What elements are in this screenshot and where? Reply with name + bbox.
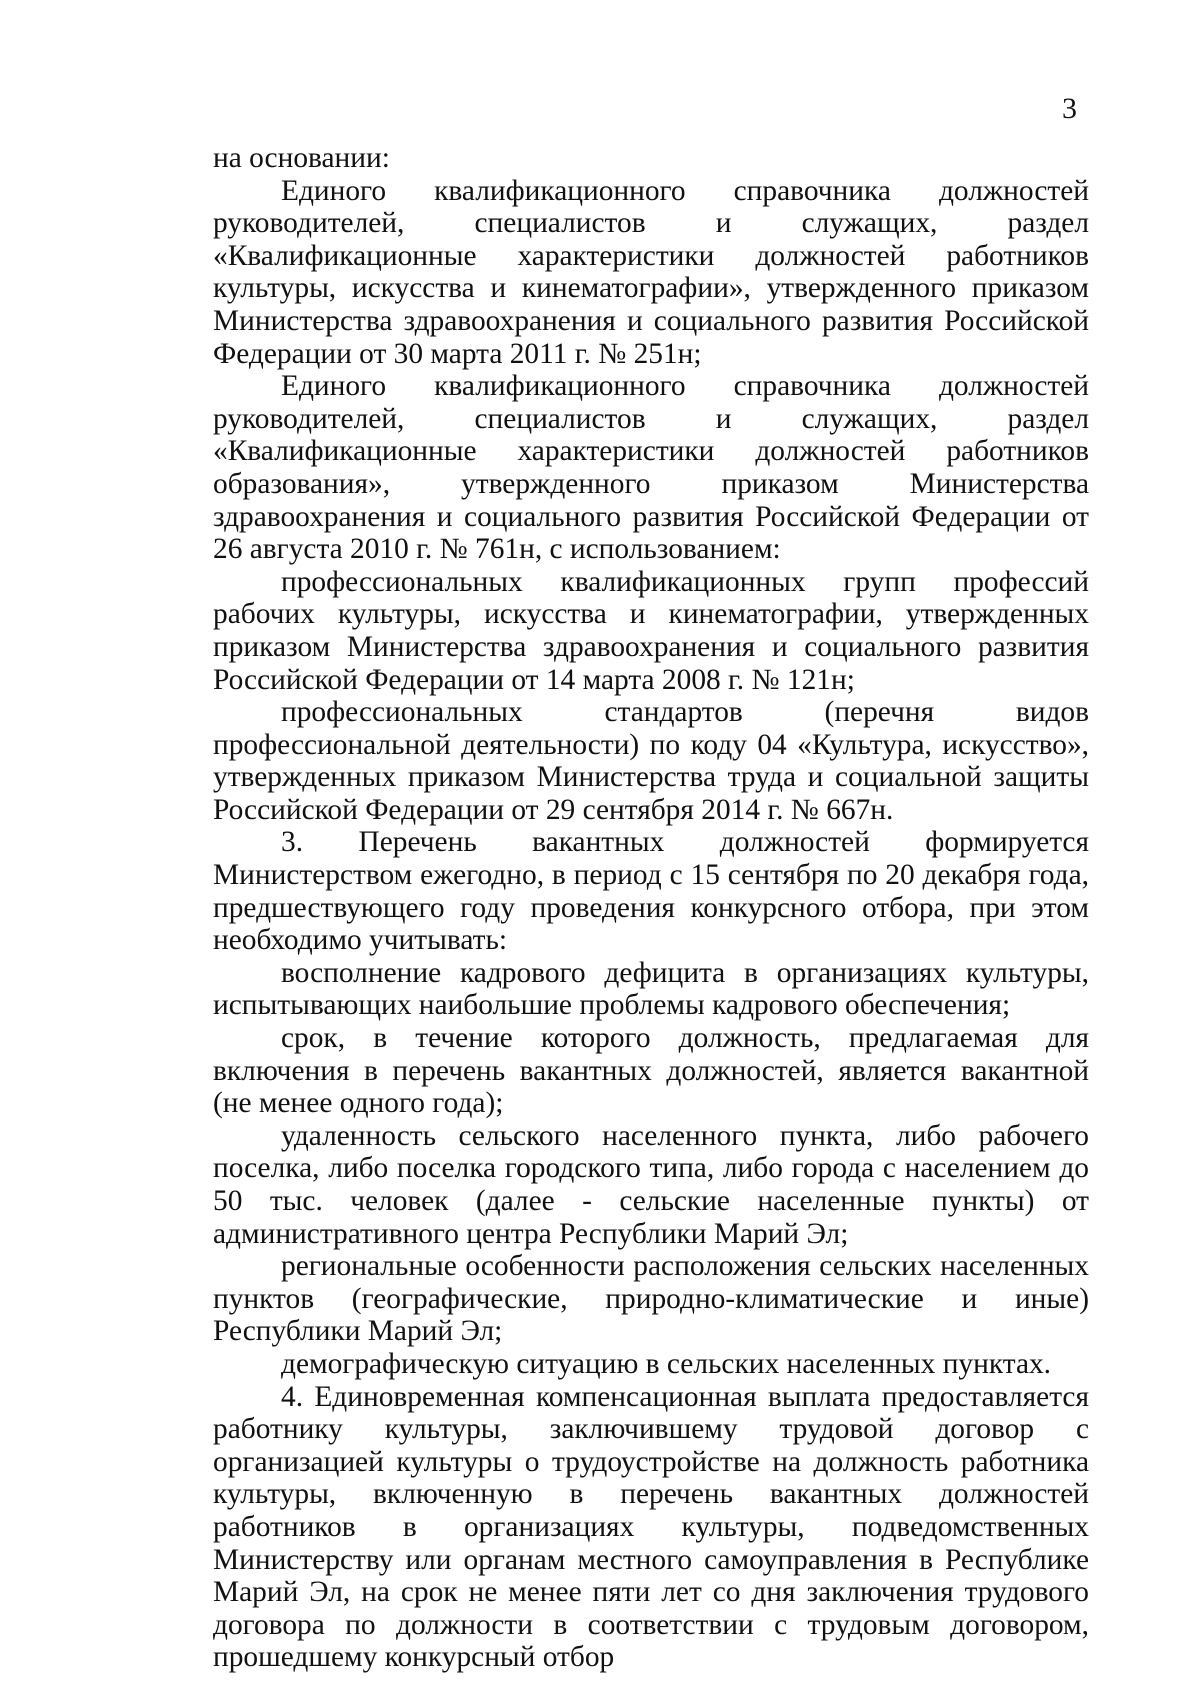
paragraph-staff-deficit: восполнение кадрового дефицита в организациях культуры, испытывающих наибольшие проблемы кадрового обеспечения; — [213, 956, 1089, 1022]
paragraph-remoteness: удаленность сельского населенного пункта, либо рабочего поселка, либо поселка городского типа, либо города с населением до 50 тыс. человек (далее - сельские населенные пункты) от административного центра Республики Марий Эл; — [213, 1119, 1089, 1250]
paragraph-vacancy-term: срок, в течение которого должность, предлагаемая для включения в перечень вакантных должностей, является вакантной (не менее одного года); — [213, 1022, 1089, 1120]
paragraph-professional-standards: профессиональных стандартов (перечня видов профессиональной деятельности) по коду 04 «Культура, искусство», утвержденных приказом Министерства труда и социальной защиты Российской Федерации от 29 сентября 2014 г. № 667н. — [213, 696, 1089, 826]
paragraph-culture-handbook: Единого квалификационного справочника должностей руководителей, специалистов и служащих, раздел «Квалификационные характеристики должностей работников культуры, искусства и кинематографии», утвержденного приказом Министерства здравоохранения и социального развития Российской Федерации от 30 марта 2011 г. № 251н; — [213, 174, 1089, 370]
page-number: 3 — [1062, 92, 1077, 125]
paragraph-item-4: 4. Единовременная компенсационная выплата предоставляется работнику культуры, заключившему трудовой договор с организацией культуры о трудоустройстве на должность работника культуры, включенную в перечень вакантных должностей работников в организациях культуры, подведомственных Министерству или органам местного самоуправления в Республике Марий Эл, на срок не менее пяти лет со дня заключения трудового договора по должности в соответствии с трудовым договором, прошедшему конкурсный отбор — [213, 1380, 1089, 1674]
paragraph-education-handbook: Единого квалификационного справочника должностей руководителей, специалистов и служащих, раздел «Квалификационные характеристики должностей работников образования», утвержденного приказом Министерства здравоохранения и социального развития Российской Федерации от 26 августа 2010 г. № 761н, с использованием: — [213, 370, 1089, 566]
paragraph-qualification-groups: профессиональных квалификационных групп профессий рабочих культуры, искусства и кинематографии, утвержденных приказом Министерства здравоохранения и социального развития Российской Федерации от 14 марта 2008 г. № 121н; — [213, 565, 1089, 696]
paragraph-intro: на основании: — [213, 142, 390, 174]
paragraph-item-3: 3. Перечень вакантных должностей формируется Министерством ежегодно, в период с 15 сентября по 20 декабря года, предшествующего году проведения конкурсного отбора, при этом необходимо учитывать: — [213, 826, 1089, 957]
paragraph-demographics: демографическую ситуацию в сельских населенных пунктах. — [281, 1347, 1052, 1380]
paragraph-regional-features: региональные особенности расположения сельских населенных пунктов (географические, природно-климатические и иные) Республики Марий Эл; — [213, 1250, 1089, 1348]
document-body — [213, 142, 1089, 1674]
